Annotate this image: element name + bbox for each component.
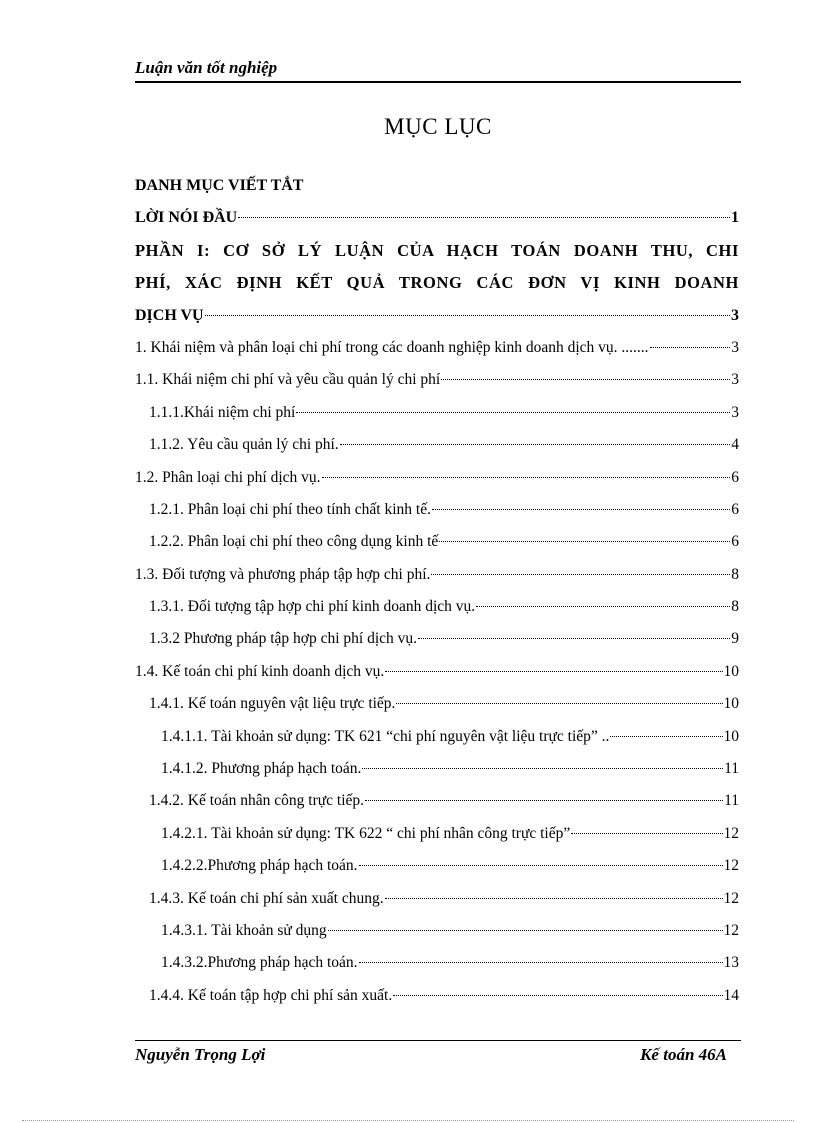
footer-class: Kế toán 46A	[640, 1045, 727, 1064]
toc-entry-label: 1.1. Khái niệm chi phí và yêu cầu quản lý chi phí	[135, 371, 441, 389]
toc-entry-page: 10	[723, 662, 739, 680]
toc-entry-page: 10	[723, 695, 739, 713]
toc-entry[interactable]	[135, 721, 739, 753]
toc-part1-page: 3	[731, 306, 739, 324]
toc-leader	[571, 833, 722, 834]
toc-entry[interactable]	[135, 818, 739, 850]
toc-part1-label: DỊCH VỤ	[135, 306, 204, 324]
toc-entry-label: 1.3. Đối tượng và phương pháp tập hợp chi phí.	[135, 565, 431, 583]
toc-entry-label: 1.2.1. Phân loại chi phí theo tính chất kinh tế.	[149, 500, 431, 518]
toc-leader	[365, 800, 723, 801]
toc-intro-label: LỜI NÓI ĐẦU	[135, 209, 238, 227]
toc-entry[interactable]	[135, 915, 739, 947]
page-header	[135, 58, 741, 83]
toc-entry-label: 1.4.2. Kế toán nhân công trực tiếp.	[149, 792, 365, 810]
toc-entry-page: 11	[724, 760, 739, 778]
toc-entry[interactable]	[135, 462, 739, 494]
toc-entry-label: 1.4.1.1. Tài khoản sử dụng: TK 621 “chi phí nguyên vật liệu trực tiếp” ..	[161, 727, 610, 745]
toc-entry[interactable]	[135, 559, 739, 591]
toc-leader	[362, 768, 723, 769]
toc-entry-label: 1.4.1. Kế toán nguyên vật liệu trực tiếp.	[149, 695, 396, 713]
toc-entry[interactable]	[135, 332, 739, 364]
toc-entry-label: 1.4.3. Kế toán chi phí sản xuất chung.	[149, 889, 384, 907]
footer-author: Nguyễn Trọng Lợi	[135, 1045, 266, 1064]
toc-entry-page: 11	[724, 792, 739, 810]
toc-entry-label: 1.2. Phân loại chi phí dịch vụ.	[135, 468, 321, 486]
toc-entry-label: 1.4.2.2.Phương pháp hạch toán.	[161, 857, 358, 875]
toc-entry-page: 12	[723, 889, 739, 907]
toc-entry-label: 1.1.2. Yêu cầu quản lý chi phí.	[149, 436, 339, 454]
toc-entry[interactable]	[135, 397, 739, 429]
toc-entry-page: 8	[731, 598, 739, 616]
table-of-contents	[135, 170, 739, 1012]
toc-leader	[396, 703, 722, 704]
toc-entry-label: 1.3.1. Đối tượng tập hợp chi phí kinh doanh dịch vụ.	[149, 598, 476, 616]
toc-entry-label: 1.4.3.1. Tài khoản sử dụng	[161, 921, 327, 939]
toc-entry-page: 6	[731, 468, 739, 486]
toc-entry[interactable]	[135, 526, 739, 558]
toc-entry[interactable]	[135, 656, 739, 688]
toc-entry-page: 4	[731, 436, 739, 454]
toc-leader	[431, 574, 730, 575]
toc-entry-page: 8	[731, 565, 739, 583]
toc-entry[interactable]	[135, 883, 739, 915]
toc-entry[interactable]	[135, 850, 739, 882]
toc-entry-label: 1.4.4. Kế toán tập hợp chi phí sản xuất.	[149, 986, 393, 1004]
toc-entry-page: 3	[731, 371, 739, 389]
toc-leader	[418, 638, 730, 639]
toc-entry-page: 10	[723, 727, 739, 745]
toc-leader	[205, 315, 730, 316]
toc-entry-label: 1.4.3.2.Phương pháp hạch toán.	[161, 954, 358, 972]
toc-entry[interactable]	[135, 753, 739, 785]
toc-entry[interactable]	[135, 980, 739, 1012]
toc-leader	[238, 217, 730, 218]
toc-leader	[439, 541, 730, 542]
toc-entry-label: 1.1.1.Khái niệm chi phí	[149, 403, 296, 421]
toc-leader	[393, 995, 722, 996]
toc-entry-page: 3	[731, 338, 739, 356]
toc-entry[interactable]	[135, 494, 739, 526]
toc-part1-line3[interactable]	[135, 300, 739, 332]
toc-leader	[385, 898, 723, 899]
toc-leader	[359, 962, 723, 963]
toc-part1-line1[interactable]: PHẦN I: CƠ SỞ LÝ LUẬN CỦA HẠCH TOÁN DOANH THU, CHI	[135, 240, 739, 260]
toc-entries	[135, 332, 739, 1012]
toc-leader	[441, 379, 730, 380]
toc-entry[interactable]	[135, 623, 739, 655]
toc-intro[interactable]	[135, 202, 739, 234]
toc-entry-page: 14	[723, 986, 739, 1004]
toc-leader	[650, 347, 731, 348]
toc-part1-line2[interactable]: PHÍ, XÁC ĐỊNH KẾT QUẢ TRONG CÁC ĐƠN VỊ KINH DOANH	[135, 273, 739, 293]
toc-leader	[322, 477, 731, 478]
toc-leader	[359, 865, 723, 866]
page-footer	[135, 1040, 741, 1071]
toc-leader	[476, 606, 730, 607]
toc-entry-page: 9	[731, 630, 739, 648]
toc-entry[interactable]	[135, 591, 739, 623]
toc-leader	[432, 509, 730, 510]
toc-entry[interactable]	[135, 429, 739, 461]
page-title: MỤC LỤC	[384, 114, 492, 139]
toc-leader	[296, 412, 730, 413]
toc-entry-label: 1.2.2. Phân loại chi phí theo công dụng kinh tế	[149, 533, 439, 551]
toc-entry[interactable]	[135, 947, 739, 979]
toc-leader	[340, 444, 731, 445]
toc-entry-label: 1.4.1.2. Phương pháp hạch toán.	[161, 760, 362, 778]
toc-entry-page: 3	[731, 403, 739, 421]
toc-entry[interactable]	[135, 785, 739, 817]
toc-abbrev[interactable]	[135, 170, 739, 202]
toc-entry[interactable]	[135, 688, 739, 720]
toc-abbrev-label: DANH MỤC VIẾT TẮT	[135, 177, 304, 194]
toc-entry-page: 13	[723, 954, 739, 972]
toc-entry-page: 6	[731, 533, 739, 551]
header-text: Luận văn tốt nghiệp	[135, 58, 278, 77]
toc-entry-page: 12	[723, 921, 739, 939]
toc-entry[interactable]	[135, 364, 739, 396]
toc-leader	[328, 930, 723, 931]
toc-entry-label: 1.4. Kế toán chi phí kinh doanh dịch vụ.	[135, 662, 385, 680]
toc-intro-page: 1	[731, 209, 739, 227]
toc-entry-label: 1. Khái niệm và phân loại chi phí trong các doanh nghiệp kinh doanh dịch vụ. .......	[135, 338, 649, 356]
toc-entry-label: 1.3.2 Phương pháp tập hợp chi phí dịch vụ.	[149, 630, 418, 648]
toc-leader	[610, 736, 722, 737]
toc-entry-page: 12	[723, 857, 739, 875]
toc-entry-page: 6	[731, 500, 739, 518]
toc-entry-page: 12	[723, 824, 739, 842]
toc-entry-label: 1.4.2.1. Tài khoản sử dụng: TK 622 “ chi phí nhân công trực tiếp”	[161, 824, 571, 842]
toc-leader	[385, 671, 722, 672]
page-bottom-border	[22, 1120, 794, 1121]
